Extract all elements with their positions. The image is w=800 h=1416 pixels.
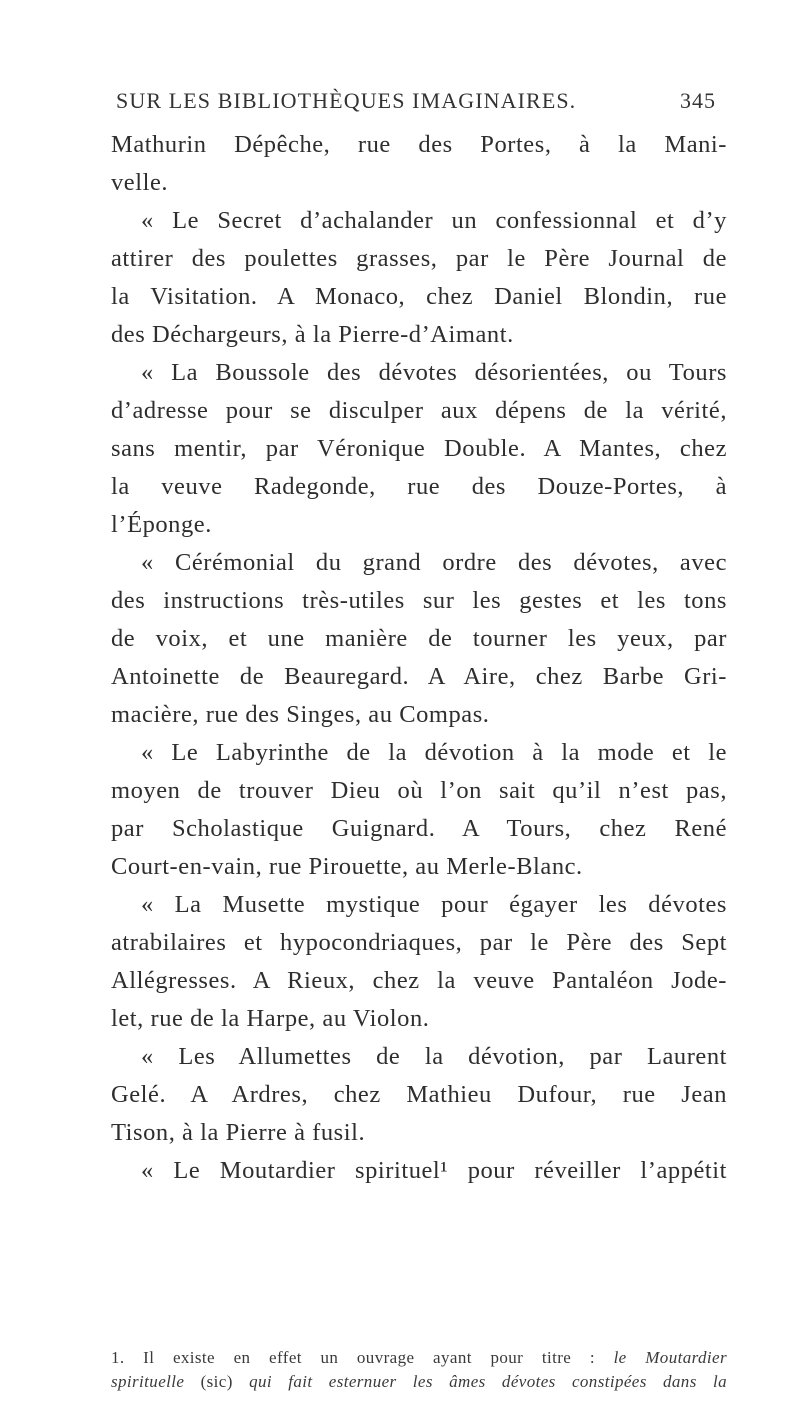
text-line: « La Musette mystique pour égayer les dévotes: [141, 891, 727, 918]
text-line: Mathurin Dépêche, rue des Portes, à la Mani-: [111, 131, 727, 158]
text-line: Tison, à la Pierre à fusil.: [111, 1119, 366, 1146]
text-line: la Visitation. A Monaco, chez Daniel Blondin, rue: [111, 283, 727, 310]
text-line: Antoinette de Beauregard. A Aire, chez Barbe Gri-: [111, 663, 727, 690]
text-line: attirer des poulettes grasses, par le Père Journal de: [111, 245, 727, 272]
text-line: « Cérémonial du grand ordre des dévotes, avec: [141, 549, 727, 576]
text-line: « Le Secret d’achalander un confessionnal et d’y: [141, 207, 727, 234]
text-line: par Scholastique Guignard. A Tours, chez René: [111, 815, 727, 842]
footnote-title: qui fait esternuer les âmes dévotes constipées dans la: [249, 1372, 727, 1391]
text-line: macière, rue des Singes, au Compas.: [111, 701, 490, 728]
text-line: Court-en-vain, rue Pirouette, au Merle-Blanc.: [111, 853, 583, 880]
running-head: [116, 88, 716, 122]
footnote-title: le Moutardier: [613, 1348, 727, 1367]
footnote-text: 1. Il existe en effet un ouvrage ayant pour titre :: [111, 1348, 614, 1367]
text-line: l’Éponge.: [111, 511, 212, 538]
footnote-text: (sic): [184, 1372, 250, 1391]
text-line: des Déchargeurs, à la Pierre-d’Aimant.: [111, 321, 514, 348]
text-line: des instructions très-utiles sur les gestes et les tons: [111, 587, 727, 614]
text-line: sans mentir, par Véronique Double. A Mantes, chez: [111, 435, 727, 462]
footnote-line: [111, 1370, 727, 1394]
text-line: « Le Labyrinthe de la dévotion à la mode et le: [141, 739, 727, 766]
running-title: SUR LES BIBLIOTHÈQUES IMAGINAIRES.: [116, 88, 577, 113]
page-number: 345: [680, 88, 716, 113]
text-line: velle.: [111, 169, 169, 196]
text-line: « La Boussole des dévotes désorientées, ou Tours: [141, 359, 727, 386]
text-line: let, rue de la Harpe, au Violon.: [111, 1005, 430, 1032]
text-line: la veuve Radegonde, rue des Douze-Portes, à: [111, 473, 727, 500]
text-line: atrabilaires et hypocondriaques, par le Père des Sept: [111, 929, 727, 956]
text-line: moyen de trouver Dieu où l’on sait qu’il n’est pas,: [111, 777, 727, 804]
text-line: « Le Moutardier spirituel¹ pour réveiller l’appétit: [141, 1157, 727, 1184]
text-line: Allégresses. A Rieux, chez la veuve Pantaléon Jode-: [111, 967, 727, 994]
footnote-line: [111, 1346, 727, 1370]
footnote-title: spirituelle: [111, 1372, 185, 1391]
text-line: Gelé. A Ardres, chez Mathieu Dufour, rue Jean: [111, 1081, 727, 1108]
text-line: de voix, et une manière de tourner les yeux, par: [111, 625, 727, 652]
text-line: d’adresse pour se disculper aux dépens de la vérité,: [111, 397, 727, 424]
text-line: « Les Allumettes de la dévotion, par Laurent: [141, 1043, 727, 1070]
